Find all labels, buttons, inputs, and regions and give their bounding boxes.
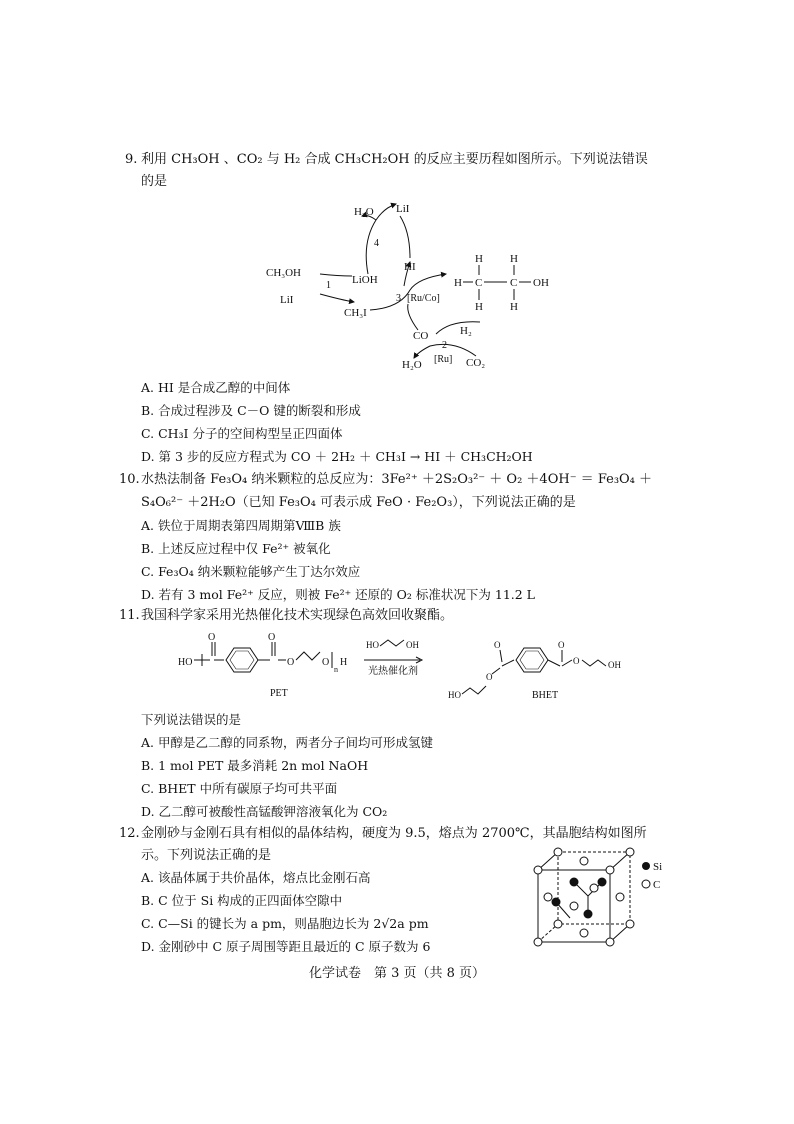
q9-arrow-step1-top <box>320 274 352 276</box>
q9-option-c: C. CH₃I 分子的空间构型呈正四面体 <box>141 426 343 441</box>
q9-h2o-top: H₂O <box>354 206 374 218</box>
svg-text:H: H <box>475 301 483 313</box>
q12-option-c: C. C—Si 的键长为 a pm，则晶胞边长为 2√2a pm <box>141 916 429 931</box>
q12-stem-line1: 金刚砂与金刚石具有相似的晶体结构，硬度为 9.5，熔点为 2700℃，其晶胞结构如图所 <box>141 826 647 841</box>
q11-option-d: D. 乙二醇可被酸性高锰酸钾溶液氧化为 CO₂ <box>141 804 388 819</box>
svg-text:HO: HO <box>178 657 193 668</box>
q11-option-a: A. 甲醇是乙二醇的同系物，两者分子间均可形成氢键 <box>141 735 433 750</box>
q11-number: 11. <box>119 608 140 623</box>
q9-arrow-co-in <box>408 304 418 330</box>
q9-hi: HI <box>404 261 416 273</box>
q10-option-a: A. 铁位于周期表第四周期第ⅧB 族 <box>141 518 341 533</box>
q9-ethanol-structure <box>454 253 549 313</box>
q9-cat-ru: [Ru] <box>434 354 453 365</box>
q9-stem-line1: 利用 CH₃OH 、CO₂ 与 H₂ 合成 CH₃CH₂OH 的反应主要历程如图所示。下列说法错误 <box>141 152 648 167</box>
q11-bhet-structure <box>448 640 621 701</box>
q11-question: 下列说法错误的是 <box>141 712 242 727</box>
svg-text:OH: OH <box>533 277 549 289</box>
q9-step1: 1 <box>326 280 331 291</box>
q9-step3: 3 <box>396 293 401 304</box>
q9-lioh: LiOH <box>352 274 378 286</box>
q12-option-b: B. C 位于 Si 构成的正四面体空隙中 <box>141 893 343 908</box>
q10-stem-line1: 水热法制备 Fe₃O₄ 纳米颗粒的总反应为：3Fe²⁺ ＋2S₂O₃²⁻ ＋ O₂ ＋4OH⁻ ＝ Fe₃O₄ ＋ <box>141 472 653 487</box>
q11-pet-structure <box>178 632 347 699</box>
q9-step4: 4 <box>374 238 379 249</box>
svg-text:O: O <box>573 656 580 666</box>
q12-legend <box>642 861 662 891</box>
q9-number: 9. <box>125 152 138 167</box>
q9-cat-ruco: [Ru/Co] <box>407 293 440 304</box>
page-footer: 化学试卷 第 3 页（共 8 页） <box>308 966 486 981</box>
svg-text:O: O <box>287 657 295 668</box>
svg-text:H: H <box>340 657 348 668</box>
q9-option-b: B. 合成过程涉及 C－O 键的断裂和形成 <box>141 403 361 418</box>
svg-text:O: O <box>486 672 493 682</box>
svg-text:O: O <box>558 640 565 650</box>
svg-text:H: H <box>454 277 462 289</box>
q9-co2: CO₂ <box>466 357 486 369</box>
q9-h2: H₂ <box>460 325 472 337</box>
svg-text:C: C <box>510 277 518 289</box>
q9-reaction-mechanism-diagram <box>250 190 580 375</box>
svg-text:H: H <box>510 253 518 265</box>
q10-number: 10. <box>119 472 140 487</box>
q11-pet-recycling-scheme <box>170 628 640 706</box>
svg-text:HO: HO <box>366 640 379 650</box>
svg-text:HO: HO <box>448 690 461 700</box>
svg-text:OH: OH <box>406 640 419 650</box>
q9-stem-line2: 的是 <box>141 174 168 189</box>
q10-stem-line2: S₄O₆²⁻ ＋2H₂O（已知 Fe₃O₄ 可表示成 FeO · Fe₂O₃），下列说法正确的是 <box>141 495 576 510</box>
q9-arrow-step1-in <box>320 294 354 302</box>
q11-reaction-arrow <box>364 640 422 677</box>
q11-catalyst: 光热催化剂 <box>368 666 418 677</box>
q9-ch3oh: CH₃OH <box>266 267 302 279</box>
svg-text:O: O <box>322 657 330 668</box>
svg-text:H: H <box>510 301 518 313</box>
q10-option-d: D. 若有 3 mol Fe²⁺ 反应，则被 Fe²⁺ 还原的 O₂ 标准状况下为 11.2 L <box>141 587 535 602</box>
svg-text:O: O <box>208 632 216 643</box>
q11-stem: 我国科学家采用光热催化技术实现绿色高效回收聚酯。 <box>141 608 454 623</box>
svg-text:O: O <box>494 640 501 650</box>
q12-legend-si: Si <box>653 861 663 873</box>
svg-text:O: O <box>268 632 276 643</box>
q11-pet-label: PET <box>270 688 288 699</box>
svg-text:H: H <box>475 253 483 265</box>
q9-lii-left: LiI <box>280 294 294 306</box>
q11-option-b: B. 1 mol PET 最多消耗 2n mol NaOH <box>141 758 369 773</box>
q9-arrow-hi-to-lii <box>400 216 410 258</box>
q9-option-a: A. HI 是合成乙醇的中间体 <box>141 380 291 395</box>
q9-ch3i: CH₃I <box>344 307 367 319</box>
q10-option-c: C. Fe₃O₄ 纳米颗粒能够产生丁达尔效应 <box>141 564 361 579</box>
q12-number: 12. <box>119 826 140 841</box>
svg-text:OH: OH <box>608 660 621 670</box>
q12-option-a: A. 该晶体属于共价晶体，熔点比金刚石高 <box>141 870 371 885</box>
q12-stem-line2: 示。下列说法正确的是 <box>141 848 272 863</box>
svg-text:n: n <box>334 665 338 674</box>
q9-lii-top: LiI <box>396 203 410 215</box>
q9-option-d: D. 第 3 步的反应方程式为 CO ＋ 2H₂ ＋ CH₃I → HI ＋ CH₃CH₂OH <box>141 449 533 464</box>
q11-bhet-label: BHET <box>532 690 559 701</box>
q9-co: CO <box>413 330 429 342</box>
q9-h2o-bottom: H₂O <box>402 359 422 371</box>
q9-step2: 2 <box>442 340 447 351</box>
q12-legend-c: C <box>653 879 661 891</box>
q10-option-b: B. 上述反应过程中仅 Fe²⁺ 被氧化 <box>141 541 331 556</box>
q12-option-d: D. 金刚砂中 C 原子周围等距且最近的 C 原子数为 6 <box>141 939 431 954</box>
q9-arrow-h2-in <box>436 322 480 334</box>
svg-text:C: C <box>475 277 483 289</box>
q12-crystal-cell-diagram <box>530 840 680 950</box>
q11-option-c: C. BHET 中所有碳原子均可共平面 <box>141 781 338 796</box>
